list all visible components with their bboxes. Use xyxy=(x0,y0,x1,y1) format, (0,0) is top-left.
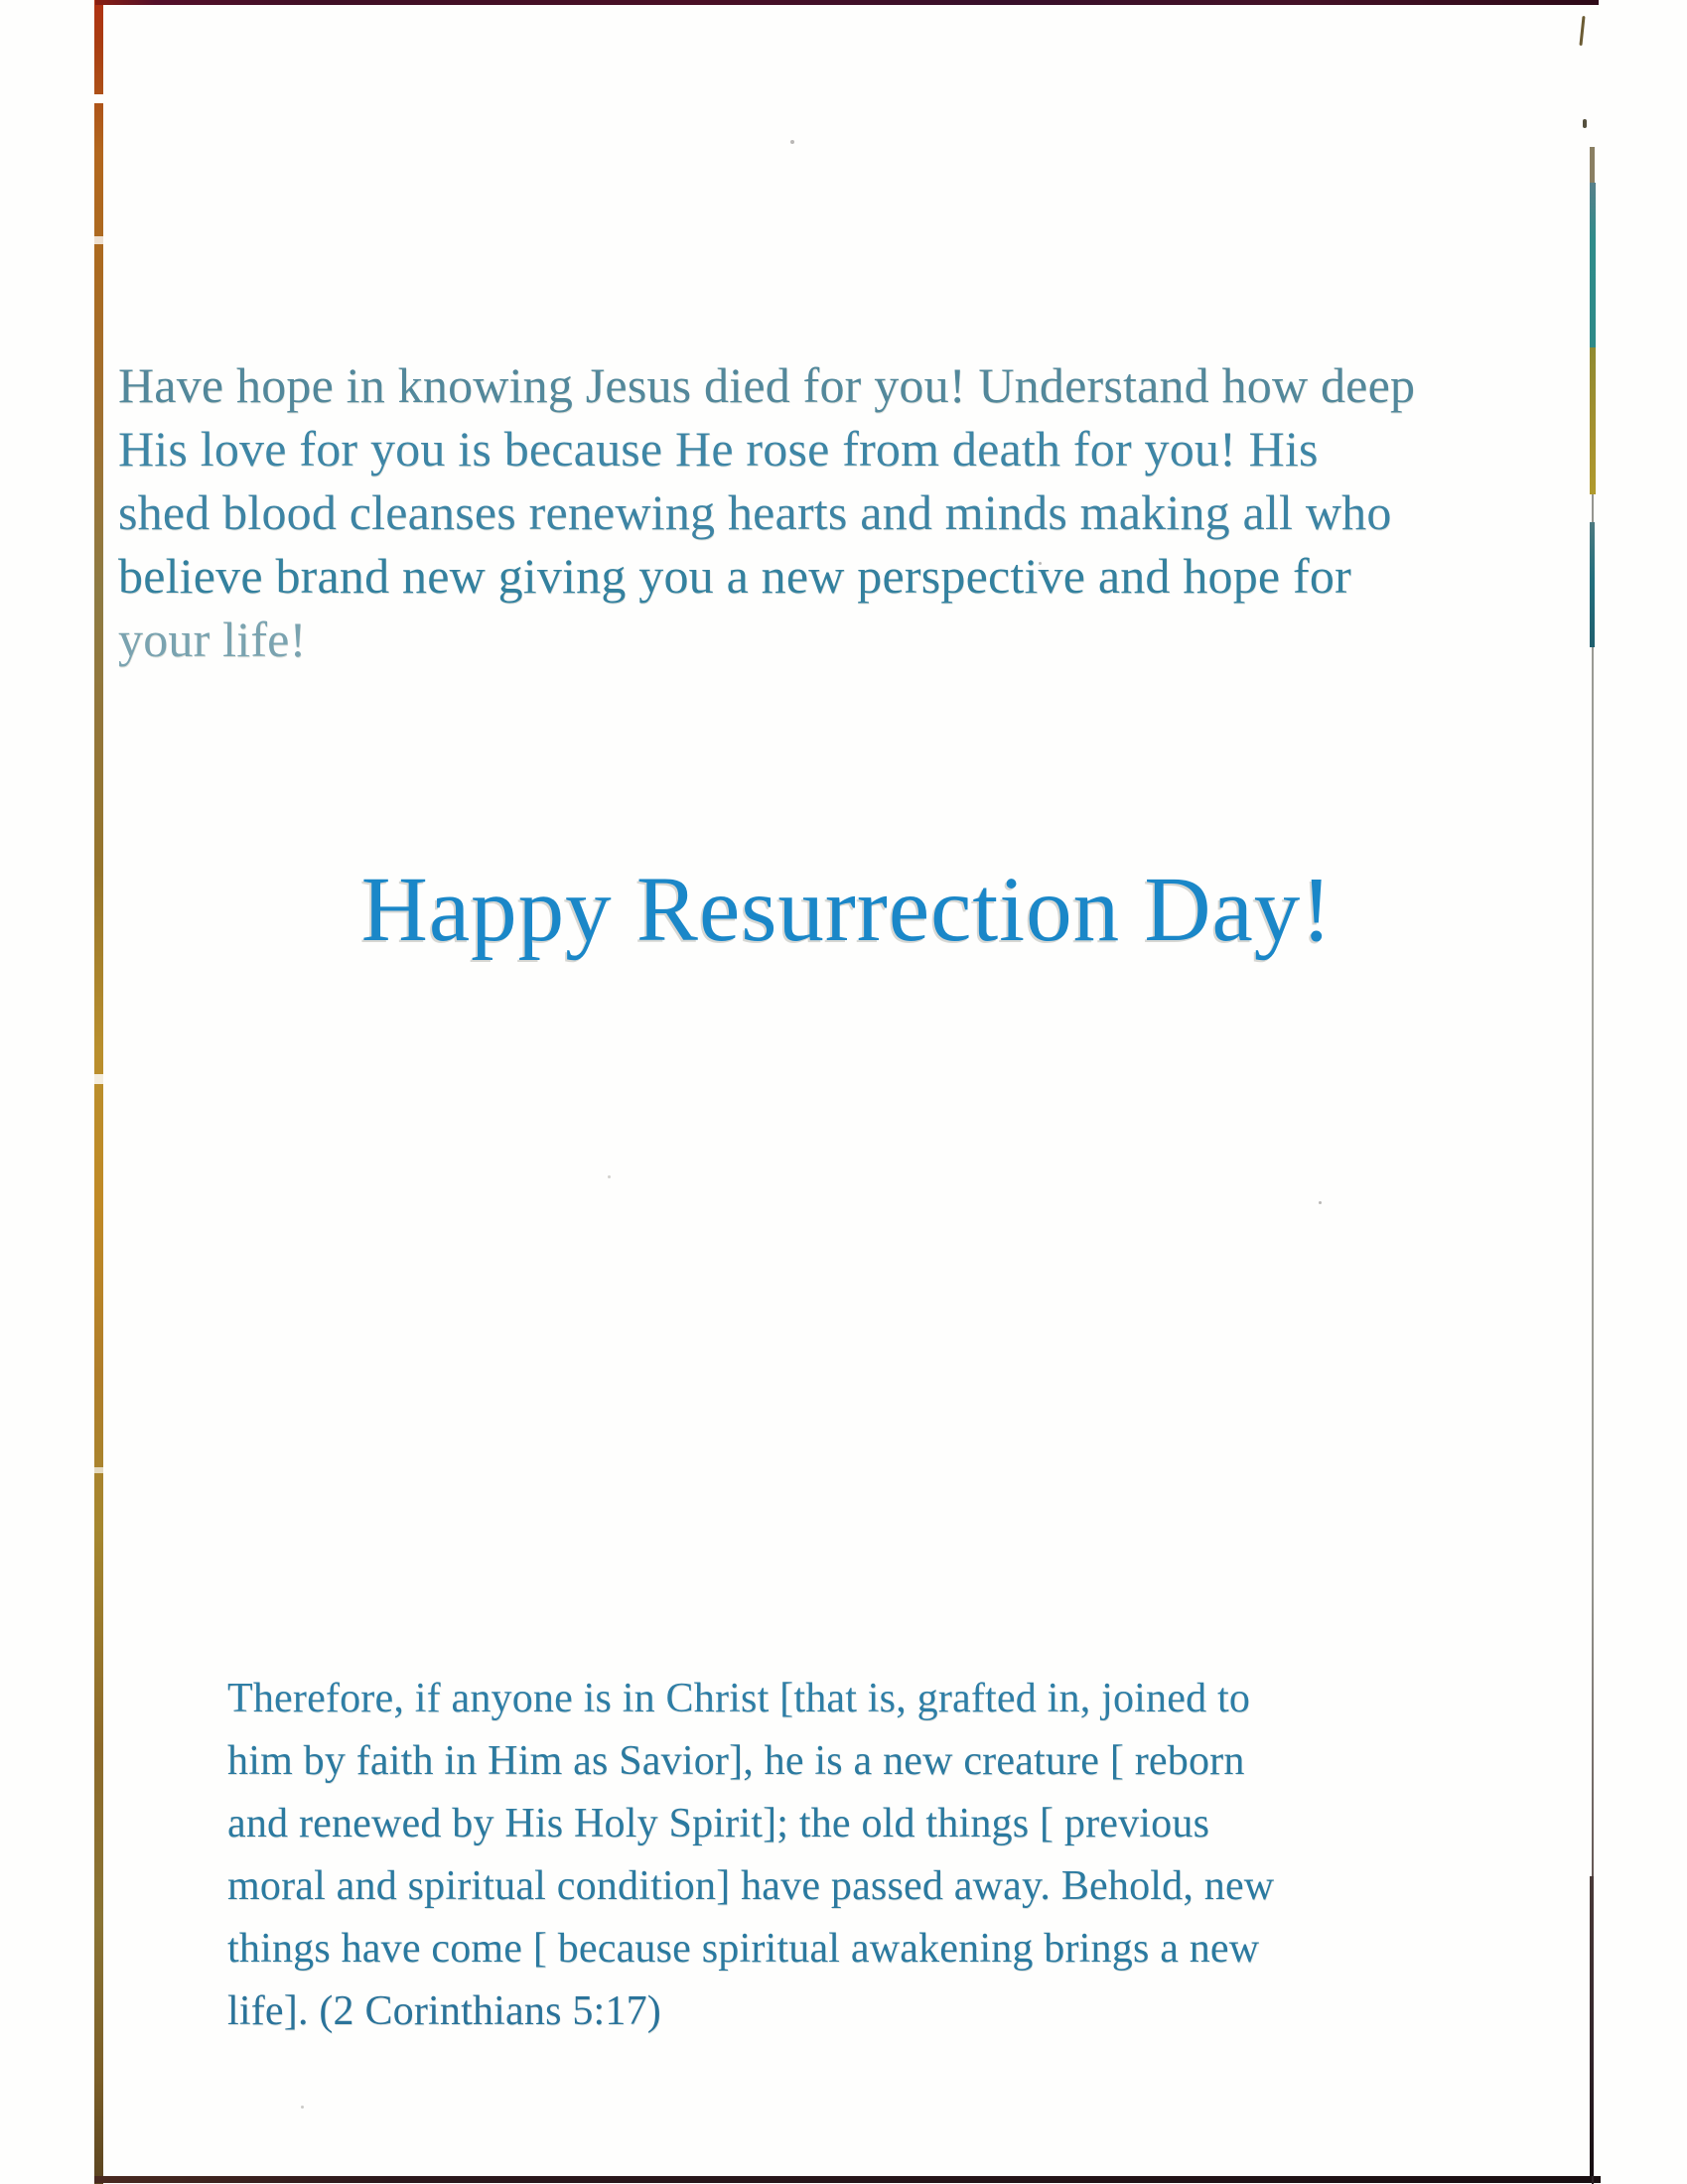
right-edge-graybrown-segment xyxy=(1590,147,1595,185)
message-paragraph xyxy=(118,353,1415,671)
scan-speck xyxy=(790,140,794,144)
message-line: your life! xyxy=(118,612,307,667)
scan-speck xyxy=(1319,1201,1322,1204)
right-edge-gold-segment xyxy=(1590,347,1596,494)
scripture-line: things have come [ because spiritual awakening brings a new xyxy=(227,1926,1260,1972)
scan-mark xyxy=(1583,119,1587,128)
top-edge-line xyxy=(95,0,1599,5)
message-line: believe brand new giving you a new perspective and hope for xyxy=(118,548,1351,604)
headline: Happy Resurrection Day! xyxy=(360,859,1334,961)
right-edge-teal-segment xyxy=(1590,183,1596,349)
message-line: His love for you is because He rose from death for you! His xyxy=(118,421,1319,477)
scripture-line: life]. (2 Corinthians 5:17) xyxy=(227,1988,661,2034)
scan-speck xyxy=(608,1175,611,1178)
bottom-edge-line xyxy=(94,2176,1601,2183)
scan-mark xyxy=(1579,16,1585,46)
right-edge-dark-foot xyxy=(1590,1876,1594,2176)
message-line: shed blood cleanses renewing hearts and minds making all who xyxy=(118,484,1392,540)
right-edge-dark-teal-segment xyxy=(1590,522,1595,647)
scripture-line: Therefore, if anyone is in Christ [that is, grafted in, joined to xyxy=(227,1676,1251,1721)
scripture-line: him by faith in Him as Savior], he is a new creature [ reborn xyxy=(227,1738,1245,1784)
left-edge-stripe xyxy=(94,0,103,2184)
scripture-paragraph xyxy=(227,1668,1274,2043)
scripture-line: moral and spiritual condition] have passed away. Behold, new xyxy=(227,1863,1275,1909)
scripture-line: and renewed by His Holy Spirit]; the old things [ previous xyxy=(227,1801,1210,1846)
message-line: Have hope in knowing Jesus died for you! Understand how deep xyxy=(118,357,1416,413)
scan-speck xyxy=(301,2106,304,2109)
